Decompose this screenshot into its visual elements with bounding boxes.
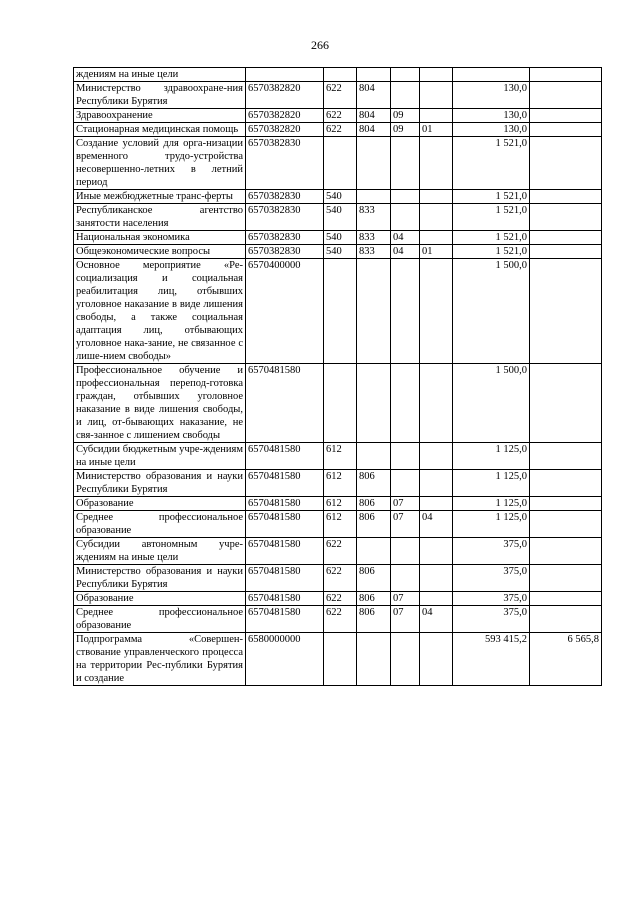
amount-2	[530, 68, 602, 82]
table-row	[74, 633, 602, 686]
subsection-code	[420, 470, 453, 497]
target-code: 6570481580	[246, 364, 324, 443]
amount: 1 125,0	[453, 511, 530, 538]
row-name: Министерство здравоохране-ния Республики Бурятия	[74, 82, 246, 109]
table-row	[74, 82, 602, 109]
amount: 130,0	[453, 123, 530, 137]
row-name: Среднее профессиональное образование	[74, 511, 246, 538]
table-row	[74, 109, 602, 123]
table-row	[74, 68, 602, 82]
amount-2	[530, 109, 602, 123]
amount	[453, 68, 530, 82]
amount: 1 521,0	[453, 245, 530, 259]
section-code	[391, 443, 420, 470]
administrator-code: 833	[357, 231, 391, 245]
section-code: 07	[391, 497, 420, 511]
administrator-code: 806	[357, 565, 391, 592]
subsection-code	[420, 109, 453, 123]
amount-2	[530, 137, 602, 190]
amount-2	[530, 592, 602, 606]
subsection-code	[420, 565, 453, 592]
table-body	[74, 68, 602, 686]
expense-type: 622	[324, 82, 357, 109]
expense-type: 540	[324, 190, 357, 204]
amount-2	[530, 259, 602, 364]
row-name: Иные межбюджетные транс-ферты	[74, 190, 246, 204]
amount: 1 125,0	[453, 470, 530, 497]
section-code	[391, 204, 420, 231]
expense-type: 540	[324, 204, 357, 231]
administrator-code: 806	[357, 606, 391, 633]
administrator-code: 806	[357, 511, 391, 538]
section-code: 07	[391, 592, 420, 606]
section-code	[391, 137, 420, 190]
table-row	[74, 204, 602, 231]
administrator-code: 833	[357, 204, 391, 231]
amount: 1 125,0	[453, 443, 530, 470]
amount: 375,0	[453, 538, 530, 565]
administrator-code: 806	[357, 592, 391, 606]
page-number: 266	[311, 38, 329, 52]
administrator-code	[357, 190, 391, 204]
subsection-code	[420, 633, 453, 686]
row-name: Образование	[74, 497, 246, 511]
amount: 1 521,0	[453, 190, 530, 204]
row-name: Министерство образования и науки Республики Бурятия	[74, 565, 246, 592]
row-name: Субсидии бюджетным учре-ждениям на иные цели	[74, 443, 246, 470]
section-code	[391, 364, 420, 443]
expense-type: 612	[324, 443, 357, 470]
target-code: 6570382830	[246, 231, 324, 245]
subsection-code	[420, 259, 453, 364]
target-code: 6570481580	[246, 497, 324, 511]
table-row	[74, 565, 602, 592]
target-code: 6570382830	[246, 137, 324, 190]
amount: 1 500,0	[453, 364, 530, 443]
amount-2	[530, 470, 602, 497]
amount: 1 521,0	[453, 231, 530, 245]
section-code	[391, 538, 420, 565]
subsection-code	[420, 443, 453, 470]
section-code	[391, 68, 420, 82]
expense-type: 622	[324, 123, 357, 137]
row-name: Подпрограмма «Совершен-ствование управленческого процесса на территории Рес-публики Бурятия и создание	[74, 633, 246, 686]
amount: 375,0	[453, 565, 530, 592]
target-code: 6570481580	[246, 470, 324, 497]
administrator-code	[357, 137, 391, 190]
subsection-code	[420, 82, 453, 109]
row-name: Общеэкономические вопросы	[74, 245, 246, 259]
row-name: Профессиональное обучение и профессиональная перепод-готовка граждан, отбывших уголовное наказание в виде лишения свободы, и лиц, от-бывающих наказание, не свя-занное с лишением свободы	[74, 364, 246, 443]
amount-2	[530, 511, 602, 538]
amount: 375,0	[453, 606, 530, 633]
table-row	[74, 470, 602, 497]
amount-2	[530, 443, 602, 470]
table-row	[74, 231, 602, 245]
section-code	[391, 565, 420, 592]
row-name: Здравоохранение	[74, 109, 246, 123]
subsection-code	[420, 497, 453, 511]
section-code	[391, 82, 420, 109]
amount-2	[530, 364, 602, 443]
amount: 593 415,2	[453, 633, 530, 686]
target-code: 6570382820	[246, 123, 324, 137]
section-code	[391, 633, 420, 686]
amount-2	[530, 204, 602, 231]
table-row	[74, 259, 602, 364]
administrator-code	[357, 259, 391, 364]
expense-type: 622	[324, 538, 357, 565]
administrator-code	[357, 538, 391, 565]
amount-2	[530, 497, 602, 511]
subsection-code: 04	[420, 606, 453, 633]
target-code: 6570382830	[246, 204, 324, 231]
target-code: 6570481580	[246, 606, 324, 633]
row-name: Среднее профессиональное образование	[74, 606, 246, 633]
amount-2	[530, 538, 602, 565]
amount-2	[530, 82, 602, 109]
amount-2	[530, 606, 602, 633]
expense-type: 622	[324, 109, 357, 123]
row-name: Создание условий для орга-низации временного трудо-устройства несовершенно-летних в летний период	[74, 137, 246, 190]
table-row	[74, 538, 602, 565]
subsection-code: 01	[420, 123, 453, 137]
administrator-code	[357, 633, 391, 686]
section-code: 07	[391, 606, 420, 633]
row-name: ждениям на иные цели	[74, 68, 246, 82]
table-row	[74, 511, 602, 538]
subsection-code: 01	[420, 245, 453, 259]
table-row	[74, 592, 602, 606]
subsection-code: 04	[420, 511, 453, 538]
amount: 1 521,0	[453, 204, 530, 231]
target-code	[246, 68, 324, 82]
section-code: 04	[391, 245, 420, 259]
target-code: 6570481580	[246, 443, 324, 470]
target-code: 6570481580	[246, 538, 324, 565]
amount: 1 500,0	[453, 259, 530, 364]
table-row	[74, 606, 602, 633]
amount-2	[530, 190, 602, 204]
subsection-code	[420, 364, 453, 443]
administrator-code	[357, 443, 391, 470]
table-row	[74, 443, 602, 470]
expense-type: 622	[324, 592, 357, 606]
target-code: 6570481580	[246, 565, 324, 592]
target-code: 6570382820	[246, 109, 324, 123]
target-code: 6570382830	[246, 190, 324, 204]
budget-table	[73, 67, 602, 686]
row-name: Образование	[74, 592, 246, 606]
expense-type: 612	[324, 511, 357, 538]
amount-2	[530, 123, 602, 137]
table-row	[74, 245, 602, 259]
row-name: Республиканское агентство занятости населения	[74, 204, 246, 231]
amount: 375,0	[453, 592, 530, 606]
target-code: 6570382820	[246, 82, 324, 109]
target-code: 6570382830	[246, 245, 324, 259]
section-code: 04	[391, 231, 420, 245]
section-code	[391, 259, 420, 364]
expense-type: 612	[324, 497, 357, 511]
amount: 1 125,0	[453, 497, 530, 511]
expense-type: 622	[324, 565, 357, 592]
amount-2: 6 565,8	[530, 633, 602, 686]
administrator-code: 806	[357, 497, 391, 511]
table-row	[74, 123, 602, 137]
administrator-code: 804	[357, 109, 391, 123]
section-code	[391, 470, 420, 497]
target-code: 6580000000	[246, 633, 324, 686]
subsection-code	[420, 190, 453, 204]
table-row	[74, 364, 602, 443]
expense-type: 612	[324, 470, 357, 497]
section-code: 09	[391, 109, 420, 123]
table-row	[74, 190, 602, 204]
subsection-code	[420, 137, 453, 190]
amount: 130,0	[453, 82, 530, 109]
expense-type: 540	[324, 231, 357, 245]
subsection-code	[420, 231, 453, 245]
row-name: Национальная экономика	[74, 231, 246, 245]
section-code	[391, 190, 420, 204]
row-name: Министерство образования и науки Республики Бурятия	[74, 470, 246, 497]
target-code: 6570400000	[246, 259, 324, 364]
row-name: Основное мероприятие «Ре-социализация и социальная реабилитация лиц, отбывших уголовное наказание в виде лишения свободы, а также социальная адаптация лиц, отбывающих уголовное нака-зание, не связанное с лише-нием свободы»	[74, 259, 246, 364]
row-name: Стационарная медицинская помощь	[74, 123, 246, 137]
administrator-code	[357, 364, 391, 443]
section-code: 09	[391, 123, 420, 137]
administrator-code: 804	[357, 82, 391, 109]
expense-type	[324, 137, 357, 190]
amount-2	[530, 231, 602, 245]
administrator-code: 806	[357, 470, 391, 497]
administrator-code: 804	[357, 123, 391, 137]
administrator-code	[357, 68, 391, 82]
row-name: Субсидии автономным учре-ждениям на иные цели	[74, 538, 246, 565]
subsection-code	[420, 592, 453, 606]
subsection-code	[420, 68, 453, 82]
subsection-code	[420, 538, 453, 565]
amount-2	[530, 245, 602, 259]
expense-type	[324, 259, 357, 364]
amount: 130,0	[453, 109, 530, 123]
table-row	[74, 497, 602, 511]
administrator-code: 833	[357, 245, 391, 259]
amount-2	[530, 565, 602, 592]
target-code: 6570481580	[246, 592, 324, 606]
expense-type	[324, 633, 357, 686]
subsection-code	[420, 204, 453, 231]
target-code: 6570481580	[246, 511, 324, 538]
expense-type	[324, 68, 357, 82]
amount: 1 521,0	[453, 137, 530, 190]
expense-type: 622	[324, 606, 357, 633]
expense-type: 540	[324, 245, 357, 259]
expense-type	[324, 364, 357, 443]
section-code: 07	[391, 511, 420, 538]
table-row	[74, 137, 602, 190]
